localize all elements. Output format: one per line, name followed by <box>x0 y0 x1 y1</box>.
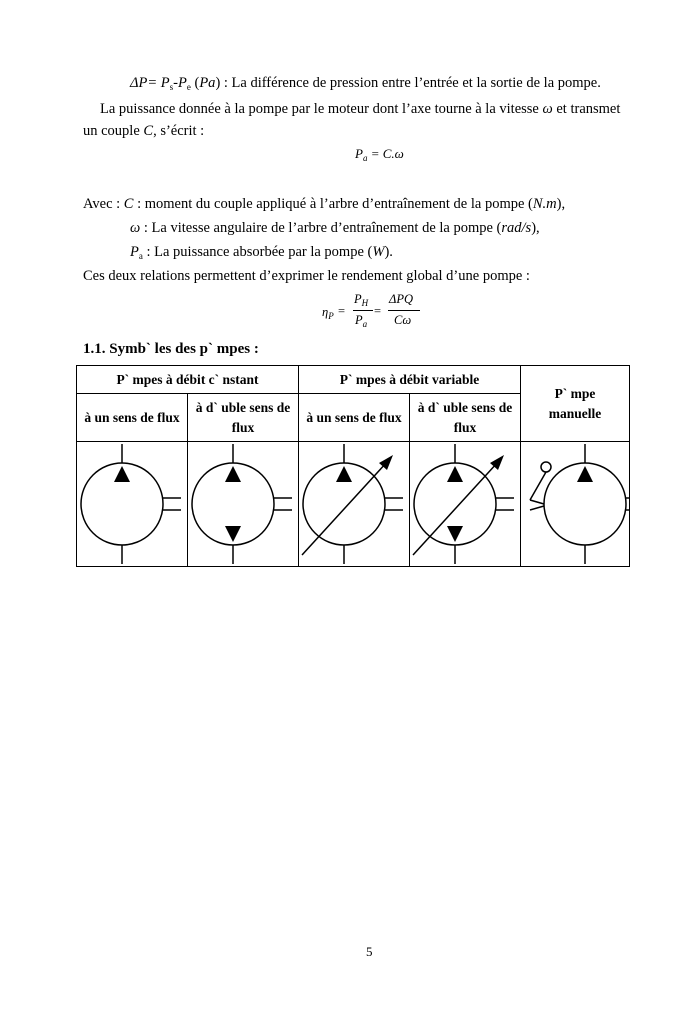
couple-c: C <box>143 123 154 139</box>
avec-pa: P <box>130 244 139 260</box>
eq1-rhs: = C.ω <box>367 146 404 161</box>
power-text-d: , s’écrit : <box>153 123 205 139</box>
eq1-lhs: P <box>355 146 363 161</box>
avec-pa-unit: W <box>372 244 385 260</box>
avec-omega-end: ), <box>531 220 540 236</box>
eq2-equals-1: = <box>338 304 346 318</box>
pump-variable-one-way-symbol <box>299 442 409 566</box>
equation-efficiency <box>322 292 432 332</box>
eq2-fraction-bar-2 <box>388 310 420 311</box>
relations-text: Ces deux relations permettent d’exprimer le rendement global d’une pompe : <box>83 268 530 284</box>
avec-pa-line <box>130 244 393 261</box>
eq2-eta: η <box>322 305 329 319</box>
pe: P <box>178 75 187 91</box>
eq2-den2: Cω <box>394 313 412 327</box>
avec-c-end: ), <box>556 196 566 212</box>
eq1-lhs-sub: a <box>362 153 368 163</box>
omega: ω <box>542 101 553 117</box>
power-text-a: La puissance donnée à la pompe par le moteur dont l’axe tourne à la vitesse <box>100 101 543 117</box>
manual-pump-label: P` mpe manuelle <box>548 385 602 421</box>
eq2-equals-2: = <box>374 304 382 318</box>
avec-c-unit: N.m <box>532 196 557 212</box>
pump-symbols-table <box>76 365 630 567</box>
pressure-definition <box>130 75 601 92</box>
pe-sub: e <box>186 82 191 92</box>
pump-fixed-two-way-symbol <box>188 442 298 566</box>
header-manual-pump <box>521 366 630 442</box>
ps: P <box>160 75 170 91</box>
subheader-fixed-two-way-label: à d` uble sens de flux <box>195 399 291 435</box>
power-text-b: et transmet <box>552 101 621 117</box>
power-paragraph-line1 <box>100 101 620 118</box>
avec-label: Avec : <box>83 196 124 212</box>
subheader-variable-two-way-label: à d` uble sens de flux <box>417 399 513 435</box>
pump-variable-two-way-cell <box>410 442 521 567</box>
subheader-fixed-one-way <box>77 394 188 442</box>
unit-pa: Pa <box>199 75 216 91</box>
eq2-eta-sub: P <box>328 311 334 321</box>
pressure-definition-text: ) : La différence de pression entre l’entrée et la sortie de la pompe. <box>215 75 601 91</box>
ps-sub: s <box>169 82 174 92</box>
eq2-num1: P <box>354 292 362 306</box>
subheader-fixed-two-way <box>188 394 299 442</box>
pump-fixed-two-way-cell <box>188 442 299 567</box>
subheader-variable-one-way-label: à un sens de flux <box>306 409 402 425</box>
avec-omega-line <box>130 220 540 237</box>
eq2-den1-sub: a <box>362 319 368 329</box>
pump-fixed-one-way-cell <box>77 442 188 567</box>
power-paragraph-line2 <box>83 123 204 140</box>
subheader-fixed-one-way-label: à un sens de flux <box>84 409 180 425</box>
pump-fixed-one-way-symbol <box>77 442 187 566</box>
pump-variable-two-way-symbol <box>410 442 520 566</box>
avec-omega: ω <box>130 220 141 236</box>
page-number: 5 <box>366 944 373 959</box>
equation-power <box>355 146 404 163</box>
avec-omega-unit: rad/s <box>501 220 532 236</box>
pump-manual-cell <box>521 442 630 567</box>
header-variable-flow: P` mpes à débit variable <box>299 366 521 394</box>
avec-pa-end: ). <box>384 244 393 260</box>
avec-pa-text: : La puissance absorbée par la pompe ( <box>142 244 373 260</box>
subheader-variable-two-way <box>410 394 521 442</box>
dash: - <box>173 75 178 91</box>
pump-manual-symbol <box>521 442 629 566</box>
subheader-variable-one-way <box>299 394 410 442</box>
eq2-num1-sub: H <box>361 298 369 308</box>
avec-c-line <box>83 196 565 213</box>
delta-p: ΔP= <box>130 75 161 91</box>
avec-c-text: : moment du couple appliqué à l’arbre d’entraînement de la pompe ( <box>133 196 533 212</box>
eq2-num2: ΔPQ <box>389 292 413 306</box>
unit-open: ( <box>190 75 200 91</box>
section-title: 1.1. Symb` les des p` mpes : <box>83 341 259 357</box>
eq2-fraction-bar-1 <box>353 310 373 311</box>
power-text-c: un couple <box>83 123 144 139</box>
pump-variable-one-way-cell <box>299 442 410 567</box>
header-constant-flow: P` mpes à débit c` nstant <box>77 366 299 394</box>
avec-c: C <box>123 196 134 212</box>
avec-pa-sub: a <box>138 251 143 261</box>
eq2-den1: P <box>355 313 363 327</box>
avec-omega-text: : La vitesse angulaire de l’arbre d’entraînement de la pompe ( <box>140 220 502 236</box>
